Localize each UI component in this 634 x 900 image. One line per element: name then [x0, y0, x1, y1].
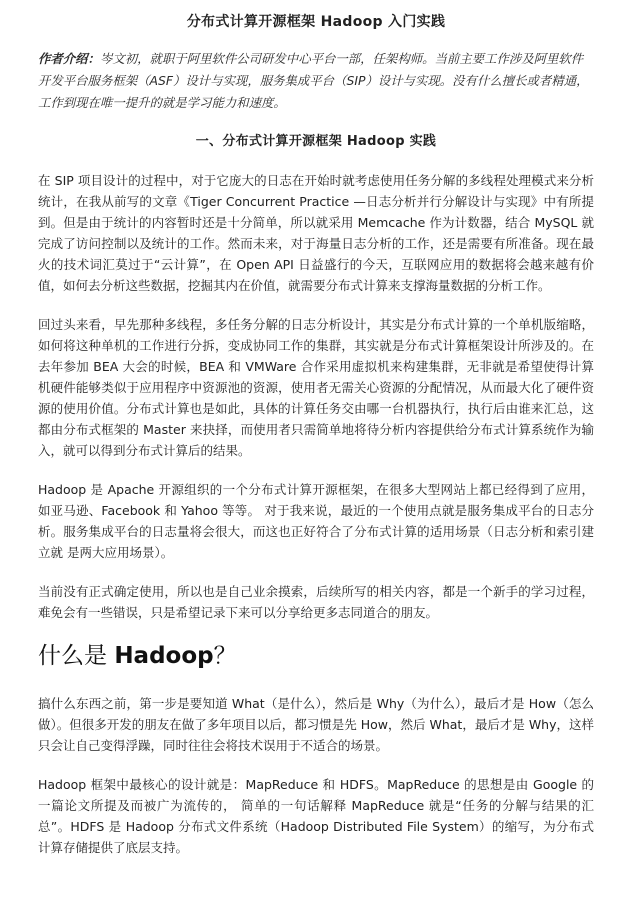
heading-suffix: ？: [213, 643, 237, 669]
document-title: 分布式计算开源框架 Hadoop 入门实践: [186, 14, 446, 30]
paragraph-learning-note: 当前没有正式确定使用，所以也是自己业余摸索，后续所写的相关内容，都是一个新手的学习过程，难免会有一些错误，只是希望记录下来可以分享给更多志同道合的朋友。: [38, 584, 594, 620]
author-label: 作者介绍：: [38, 51, 100, 66]
heading-prefix: 什么是: [38, 643, 115, 669]
paragraph-hadoop-intro: Hadoop 是 Apache 开源组织的一个分布式计算开源框架，在很多大型网站上都已经得到了应用，如亚马逊、Facebook 和 Yahoo 等等。 对于我来说，最近的一个使用点就是服务集成平台的日志分析。服务集成平台的日志量将会很大，而这也正好符合了分布式计算的适用场景（日志分析和索引建立就 是两大应用场景）。: [38, 482, 594, 560]
author-text: 岑文初，就职于阿里软件公司研发中心平台一部，任架构师。当前主要工作涉及阿里软件开发平台服务框架（ASF）设计与实现，服务集成平台（SIP）设计与实现。没有什么擅长或者精通，工作到现在唯一提升的就是学习能力和速度。: [38, 51, 589, 110]
paragraph-mapreduce-hdfs: Hadoop 框架中最核心的设计就是：MapReduce 和 HDFS。MapReduce 的思想是由 Google 的一篇论文所提及而被广为流传的， 简单的一句话解释 MapReduce 就是“任务的分解与结果的汇总”。HDFS 是 Hadoop 分布式文件系统（Hadoop Distributed File System）的缩写，为分布式计算存储提供了底层支持。: [38, 777, 594, 855]
paragraph-what-why-how: 搞什么东西之前，第一步是要知道 What（是什么），然后是 Why（为什么），最后才是 How（怎么做）。但很多开发的朋友在做了多年项目以后，都习惯是先 How，然后 What，最后才是 Why，这样只会让自己变得浮躁，同时往往会将技术误用于不适合的场景。: [38, 696, 594, 753]
paragraph-distributed-computing: 回过头来看，早先那种多线程，多任务分解的日志分析设计，其实是分布式计算的一个单机版缩略，如何将这种单机的工作进行分拆，变成协同工作的集群，其实就是分布式计算框架设计所涉及的。在去年参加 BEA 大会的时候，BEA 和 VMWare 合作采用虚拟机来构建集群，无非就是希望使得计算机硬件能够类似于应用程序中资源池的资源，使用者无需关心资源的分配情况，从而最大化了硬件资源的使用价值。分布式计算也是如此，具体的计算任务交由哪一台机器执行，执行后由谁来汇总，这都由分布式框架的 Master 来抉择，而使用者只需简单地将待分析内容提供给分布式计算系统作为输入，就可以得到分布式计算后的结果。: [38, 317, 594, 458]
paragraph-sip-log-analysis: 在 SIP 项目设计的过程中，对于它庞大的日志在开始时就考虑使用任务分解的多线程处理模式来分析统计，在我从前写的文章《Tiger Concurrent Practice —日志分析并行分解设计与实现》中有所提到。但是由于统计的内容暂时还是十分简单，所以就采用 Memcache 作为计数器，结合 MySQL 就完成了访问控制以及统计的工作。然而未来，对于海量日志分析的工作，还是需要有所准备。现在最火的技术词汇莫过于“云计算”，在 Open API 日益盛行的今天，互联网应用的数据将会越来越有价值，如何去分析这些数据，挖掘其内在价值，就需要分布式计算来支撑海量数据的分析工作。: [38, 173, 594, 293]
section-title-hadoop-practice: 一、分布式计算开源框架 Hadoop 实践: [195, 134, 437, 149]
heading-what-is-hadoop: [38, 641, 594, 671]
heading-hadoop-word: Hadoop: [114, 643, 214, 669]
author-intro: [38, 48, 594, 114]
